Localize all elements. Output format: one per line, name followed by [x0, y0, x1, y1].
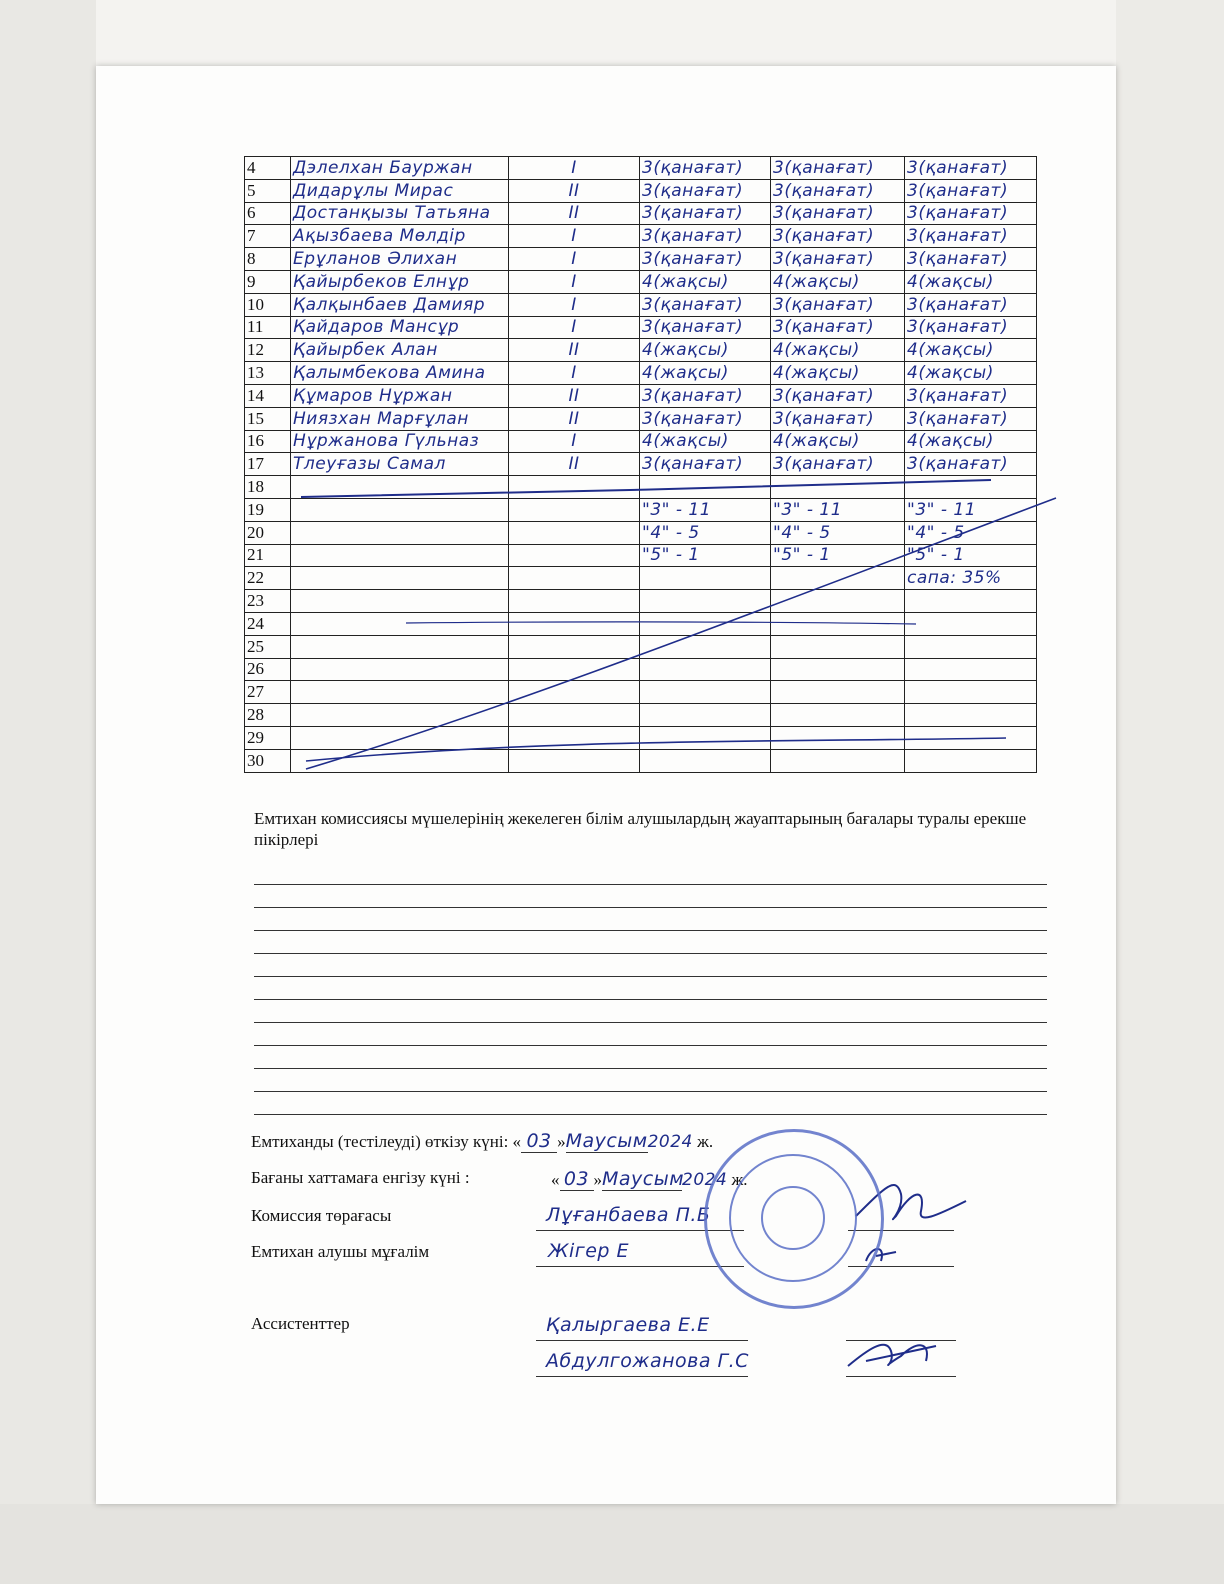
grade-2	[771, 635, 905, 658]
student-name	[291, 635, 509, 658]
student-name: Ақызбаева Мөлдір	[291, 225, 509, 248]
student-name: Қайырбеков Елнұр	[291, 270, 509, 293]
grade-3: 3(қанағат)	[905, 384, 1037, 407]
row-number: 26	[245, 658, 291, 681]
assistant-name-2: Абдулгожанова Г.С	[546, 1350, 749, 1372]
student-name: Қалымбекова Амина	[291, 362, 509, 385]
student-name	[291, 658, 509, 681]
exam-date-day: 03	[521, 1130, 557, 1153]
grade-3	[905, 635, 1037, 658]
table-row	[245, 270, 1037, 293]
grade-1: "5" - 1	[640, 544, 771, 567]
student-name: Қайырбек Алан	[291, 339, 509, 362]
section-number	[509, 704, 640, 727]
grade-1	[640, 567, 771, 590]
document-page	[96, 66, 1116, 1504]
grade-1: "4" - 5	[640, 521, 771, 544]
assistant-name-1: Қалыргаева Е.Е	[546, 1314, 710, 1336]
grade-1	[640, 658, 771, 681]
student-name	[291, 681, 509, 704]
row-number: 20	[245, 521, 291, 544]
row-number: 21	[245, 544, 291, 567]
row-number: 7	[245, 225, 291, 248]
grade-1: 4(жақсы)	[640, 339, 771, 362]
grade-3: 3(қанағат)	[905, 248, 1037, 271]
section-number: I	[509, 225, 640, 248]
grade-3	[905, 704, 1037, 727]
section-number	[509, 658, 640, 681]
row-number: 23	[245, 590, 291, 613]
grade-1: 3(қанағат)	[640, 179, 771, 202]
student-name: Қайдаров Мансұр	[291, 316, 509, 339]
notes-lines	[254, 884, 1047, 1137]
grade-2	[771, 749, 905, 772]
grade-2: 3(қанағат)	[771, 248, 905, 271]
grade-2: 3(қанағат)	[771, 407, 905, 430]
grade-2: 4(жақсы)	[771, 339, 905, 362]
row-number: 24	[245, 612, 291, 635]
row-number: 25	[245, 635, 291, 658]
grade-1: 3(қанағат)	[640, 453, 771, 476]
grade-2: 4(жақсы)	[771, 430, 905, 453]
row-number: 15	[245, 407, 291, 430]
section-number: I	[509, 293, 640, 316]
section-number: II	[509, 339, 640, 362]
grade-3	[905, 590, 1037, 613]
student-name	[291, 476, 509, 499]
grade-1: 4(жақсы)	[640, 270, 771, 293]
note-line	[254, 953, 1047, 954]
note-line	[254, 1114, 1047, 1115]
grade-2: 4(жақсы)	[771, 270, 905, 293]
row-number: 4	[245, 157, 291, 180]
note-line	[254, 930, 1047, 931]
row-number: 5	[245, 179, 291, 202]
student-name: Ерұланов Әлихан	[291, 248, 509, 271]
student-name	[291, 590, 509, 613]
grade-3	[905, 476, 1037, 499]
student-name: Қалқынбаев Дамияр	[291, 293, 509, 316]
grade-2	[771, 658, 905, 681]
grade-2	[771, 590, 905, 613]
section-number: I	[509, 157, 640, 180]
row-number: 30	[245, 749, 291, 772]
student-name	[291, 749, 509, 772]
student-name: Дэлелхан Бауржан	[291, 157, 509, 180]
entry-date-day: 03	[560, 1168, 594, 1191]
grade-2	[771, 567, 905, 590]
background-left	[0, 0, 96, 1584]
section-number: II	[509, 407, 640, 430]
table-row	[245, 567, 1037, 590]
grade-3: 4(жақсы)	[905, 362, 1037, 385]
grade-1: 4(жақсы)	[640, 430, 771, 453]
grade-2	[771, 612, 905, 635]
table-row	[245, 681, 1037, 704]
row-number: 9	[245, 270, 291, 293]
row-number: 27	[245, 681, 291, 704]
section-number: II	[509, 453, 640, 476]
grade-3	[905, 749, 1037, 772]
grade-1: 3(қанағат)	[640, 202, 771, 225]
grade-1	[640, 612, 771, 635]
row-number: 22	[245, 567, 291, 590]
note-line	[254, 999, 1047, 1000]
student-name: Достанқызы Татьяна	[291, 202, 509, 225]
student-name	[291, 521, 509, 544]
row-number: 12	[245, 339, 291, 362]
section-number	[509, 749, 640, 772]
section-number: I	[509, 362, 640, 385]
student-name	[291, 498, 509, 521]
section-number	[509, 544, 640, 567]
student-name: Дидарұлы Мирас	[291, 179, 509, 202]
table-row	[245, 179, 1037, 202]
grade-1	[640, 476, 771, 499]
grade-3	[905, 726, 1037, 749]
table-row	[245, 202, 1037, 225]
grade-1: 3(қанағат)	[640, 157, 771, 180]
student-name: Құмаров Нұржан	[291, 384, 509, 407]
section-number: II	[509, 384, 640, 407]
row-number: 28	[245, 704, 291, 727]
table-row	[245, 453, 1037, 476]
grade-2: 3(қанағат)	[771, 179, 905, 202]
table-row	[245, 749, 1037, 772]
grade-3: 4(жақсы)	[905, 430, 1037, 453]
table-row	[245, 384, 1037, 407]
grade-1: 3(қанағат)	[640, 384, 771, 407]
section-number	[509, 521, 640, 544]
row-number: 17	[245, 453, 291, 476]
row-number: 19	[245, 498, 291, 521]
grade-2: 3(қанағат)	[771, 384, 905, 407]
grade-2	[771, 681, 905, 704]
section-number: II	[509, 179, 640, 202]
student-name	[291, 544, 509, 567]
student-name: Нұржанова Гүльназ	[291, 430, 509, 453]
grade-2: 3(қанағат)	[771, 225, 905, 248]
grade-3	[905, 681, 1037, 704]
official-stamp	[704, 1129, 884, 1309]
grade-1: 3(қанағат)	[640, 248, 771, 271]
teacher-label: Емтихан алушы мұғалім	[251, 1242, 430, 1261]
table-row	[245, 498, 1037, 521]
row-number: 16	[245, 430, 291, 453]
row-number: 29	[245, 726, 291, 749]
grade-1	[640, 590, 771, 613]
table-row	[245, 248, 1037, 271]
section-number	[509, 498, 640, 521]
row-number: 8	[245, 248, 291, 271]
table-row	[245, 476, 1037, 499]
grade-2: 3(қанағат)	[771, 157, 905, 180]
grade-2: "5" - 1	[771, 544, 905, 567]
chair-name: Лұғанбаева П.Б	[546, 1204, 711, 1226]
entry-date-suffix: ж.	[731, 1170, 748, 1189]
grade-1: 3(қанағат)	[640, 225, 771, 248]
grades-table	[244, 156, 1037, 773]
entry-date-label-row	[251, 1168, 470, 1188]
table-row	[245, 704, 1037, 727]
grade-1: 3(қанағат)	[640, 316, 771, 339]
table-row	[245, 362, 1037, 385]
note-line	[254, 884, 1047, 885]
grade-3: 3(қанағат)	[905, 179, 1037, 202]
assistants-label: Ассистенттер	[251, 1314, 350, 1333]
grade-3	[905, 612, 1037, 635]
entry-date-sep: »	[593, 1170, 602, 1189]
section-number	[509, 612, 640, 635]
student-name	[291, 726, 509, 749]
table-row	[245, 407, 1037, 430]
grade-3: 4(жақсы)	[905, 270, 1037, 293]
stamp-emblem	[761, 1186, 825, 1250]
grade-2	[771, 476, 905, 499]
section-number	[509, 726, 640, 749]
grade-3: 3(қанағат)	[905, 316, 1037, 339]
background-bottom	[0, 1504, 1224, 1584]
note-line	[254, 1022, 1047, 1023]
entry-date-year: 2024	[682, 1170, 728, 1190]
grade-3: 3(қанағат)	[905, 202, 1037, 225]
grade-1	[640, 635, 771, 658]
grade-3: сапа: 35%	[905, 567, 1037, 590]
entry-date-month: Маусым	[602, 1168, 685, 1190]
student-name: Ниязхан Марғұлан	[291, 407, 509, 430]
note-line	[254, 1091, 1047, 1092]
grade-1: 4(жақсы)	[640, 362, 771, 385]
note-line	[254, 976, 1047, 977]
grade-3: 3(қанағат)	[905, 157, 1037, 180]
teacher-name: Жігер Е	[548, 1240, 630, 1262]
grade-3: 3(қанағат)	[905, 225, 1037, 248]
section-number	[509, 590, 640, 613]
exam-date-suffix: ж.	[697, 1132, 714, 1151]
row-number: 13	[245, 362, 291, 385]
grade-3: 4(жақсы)	[905, 339, 1037, 362]
row-number: 18	[245, 476, 291, 499]
table-row	[245, 316, 1037, 339]
student-name	[291, 704, 509, 727]
exam-date-year: 2024	[647, 1132, 693, 1152]
note-line	[254, 1068, 1047, 1069]
exam-date-label: Емтиханды (тестілеуді) өткізу күні: «	[251, 1132, 522, 1151]
grade-3: "5" - 1	[905, 544, 1037, 567]
table-row	[245, 635, 1037, 658]
grade-2: 3(қанағат)	[771, 293, 905, 316]
grade-3: 3(қанағат)	[905, 407, 1037, 430]
section-number	[509, 476, 640, 499]
section-number: I	[509, 316, 640, 339]
row-number: 10	[245, 293, 291, 316]
grade-1	[640, 704, 771, 727]
grade-3: 3(қанағат)	[905, 453, 1037, 476]
grade-1	[640, 749, 771, 772]
section-number	[509, 681, 640, 704]
grade-3: "4" - 5	[905, 521, 1037, 544]
grade-3	[905, 658, 1037, 681]
grade-2	[771, 704, 905, 727]
entry-date-open: «	[551, 1170, 560, 1189]
student-name	[291, 612, 509, 635]
table-row	[245, 544, 1037, 567]
table-row	[245, 339, 1037, 362]
grade-2: "4" - 5	[771, 521, 905, 544]
grade-2	[771, 726, 905, 749]
exam-date-row	[251, 1130, 713, 1153]
grade-1: 3(қанағат)	[640, 407, 771, 430]
grade-1	[640, 726, 771, 749]
assistant-2-line	[536, 1376, 748, 1377]
assistant-1-line	[536, 1340, 748, 1341]
grade-2: "3" - 11	[771, 498, 905, 521]
grade-1: "3" - 11	[640, 498, 771, 521]
assistant-2-signature-line	[846, 1376, 956, 1377]
student-name	[291, 567, 509, 590]
grade-2: 3(қанағат)	[771, 453, 905, 476]
table-row	[245, 293, 1037, 316]
note-line	[254, 907, 1047, 908]
assistant-1-signature-line	[846, 1340, 956, 1341]
exam-date-sep: »	[557, 1132, 566, 1151]
grade-2: 3(қанағат)	[771, 316, 905, 339]
grade-1	[640, 681, 771, 704]
table-row	[245, 658, 1037, 681]
section-number: I	[509, 430, 640, 453]
background-right	[1116, 0, 1224, 1584]
row-number: 14	[245, 384, 291, 407]
table-row	[245, 590, 1037, 613]
grade-2: 4(жақсы)	[771, 362, 905, 385]
note-line	[254, 1045, 1047, 1046]
exam-date-month: Маусым	[565, 1130, 648, 1152]
section-number	[509, 635, 640, 658]
section-number: II	[509, 202, 640, 225]
row-number: 6	[245, 202, 291, 225]
table-row	[245, 612, 1037, 635]
grade-3: "3" - 11	[905, 498, 1037, 521]
grade-3: 3(қанағат)	[905, 293, 1037, 316]
teacher-name-line	[536, 1266, 744, 1267]
chair-label: Комиссия төрағасы	[251, 1206, 392, 1225]
entry-date-label: Бағаны хаттамаға енгізу күні :	[251, 1168, 470, 1187]
student-name: Тлеуғазы Самал	[291, 453, 509, 476]
assistant-signature	[848, 1345, 936, 1366]
grade-1: 3(қанағат)	[640, 293, 771, 316]
notes-label: Емтихан комиссиясы мүшелерінің жекелеген білім алушылардың жауаптарының бағалары туралы ерекше пікірлері	[254, 809, 1027, 849]
row-number: 11	[245, 316, 291, 339]
section-number: I	[509, 270, 640, 293]
section-number	[509, 567, 640, 590]
table-row	[245, 225, 1037, 248]
section-number: I	[509, 248, 640, 271]
grade-2: 3(қанағат)	[771, 202, 905, 225]
table-row	[245, 521, 1037, 544]
table-row	[245, 157, 1037, 180]
table-row	[245, 726, 1037, 749]
table-row	[245, 430, 1037, 453]
